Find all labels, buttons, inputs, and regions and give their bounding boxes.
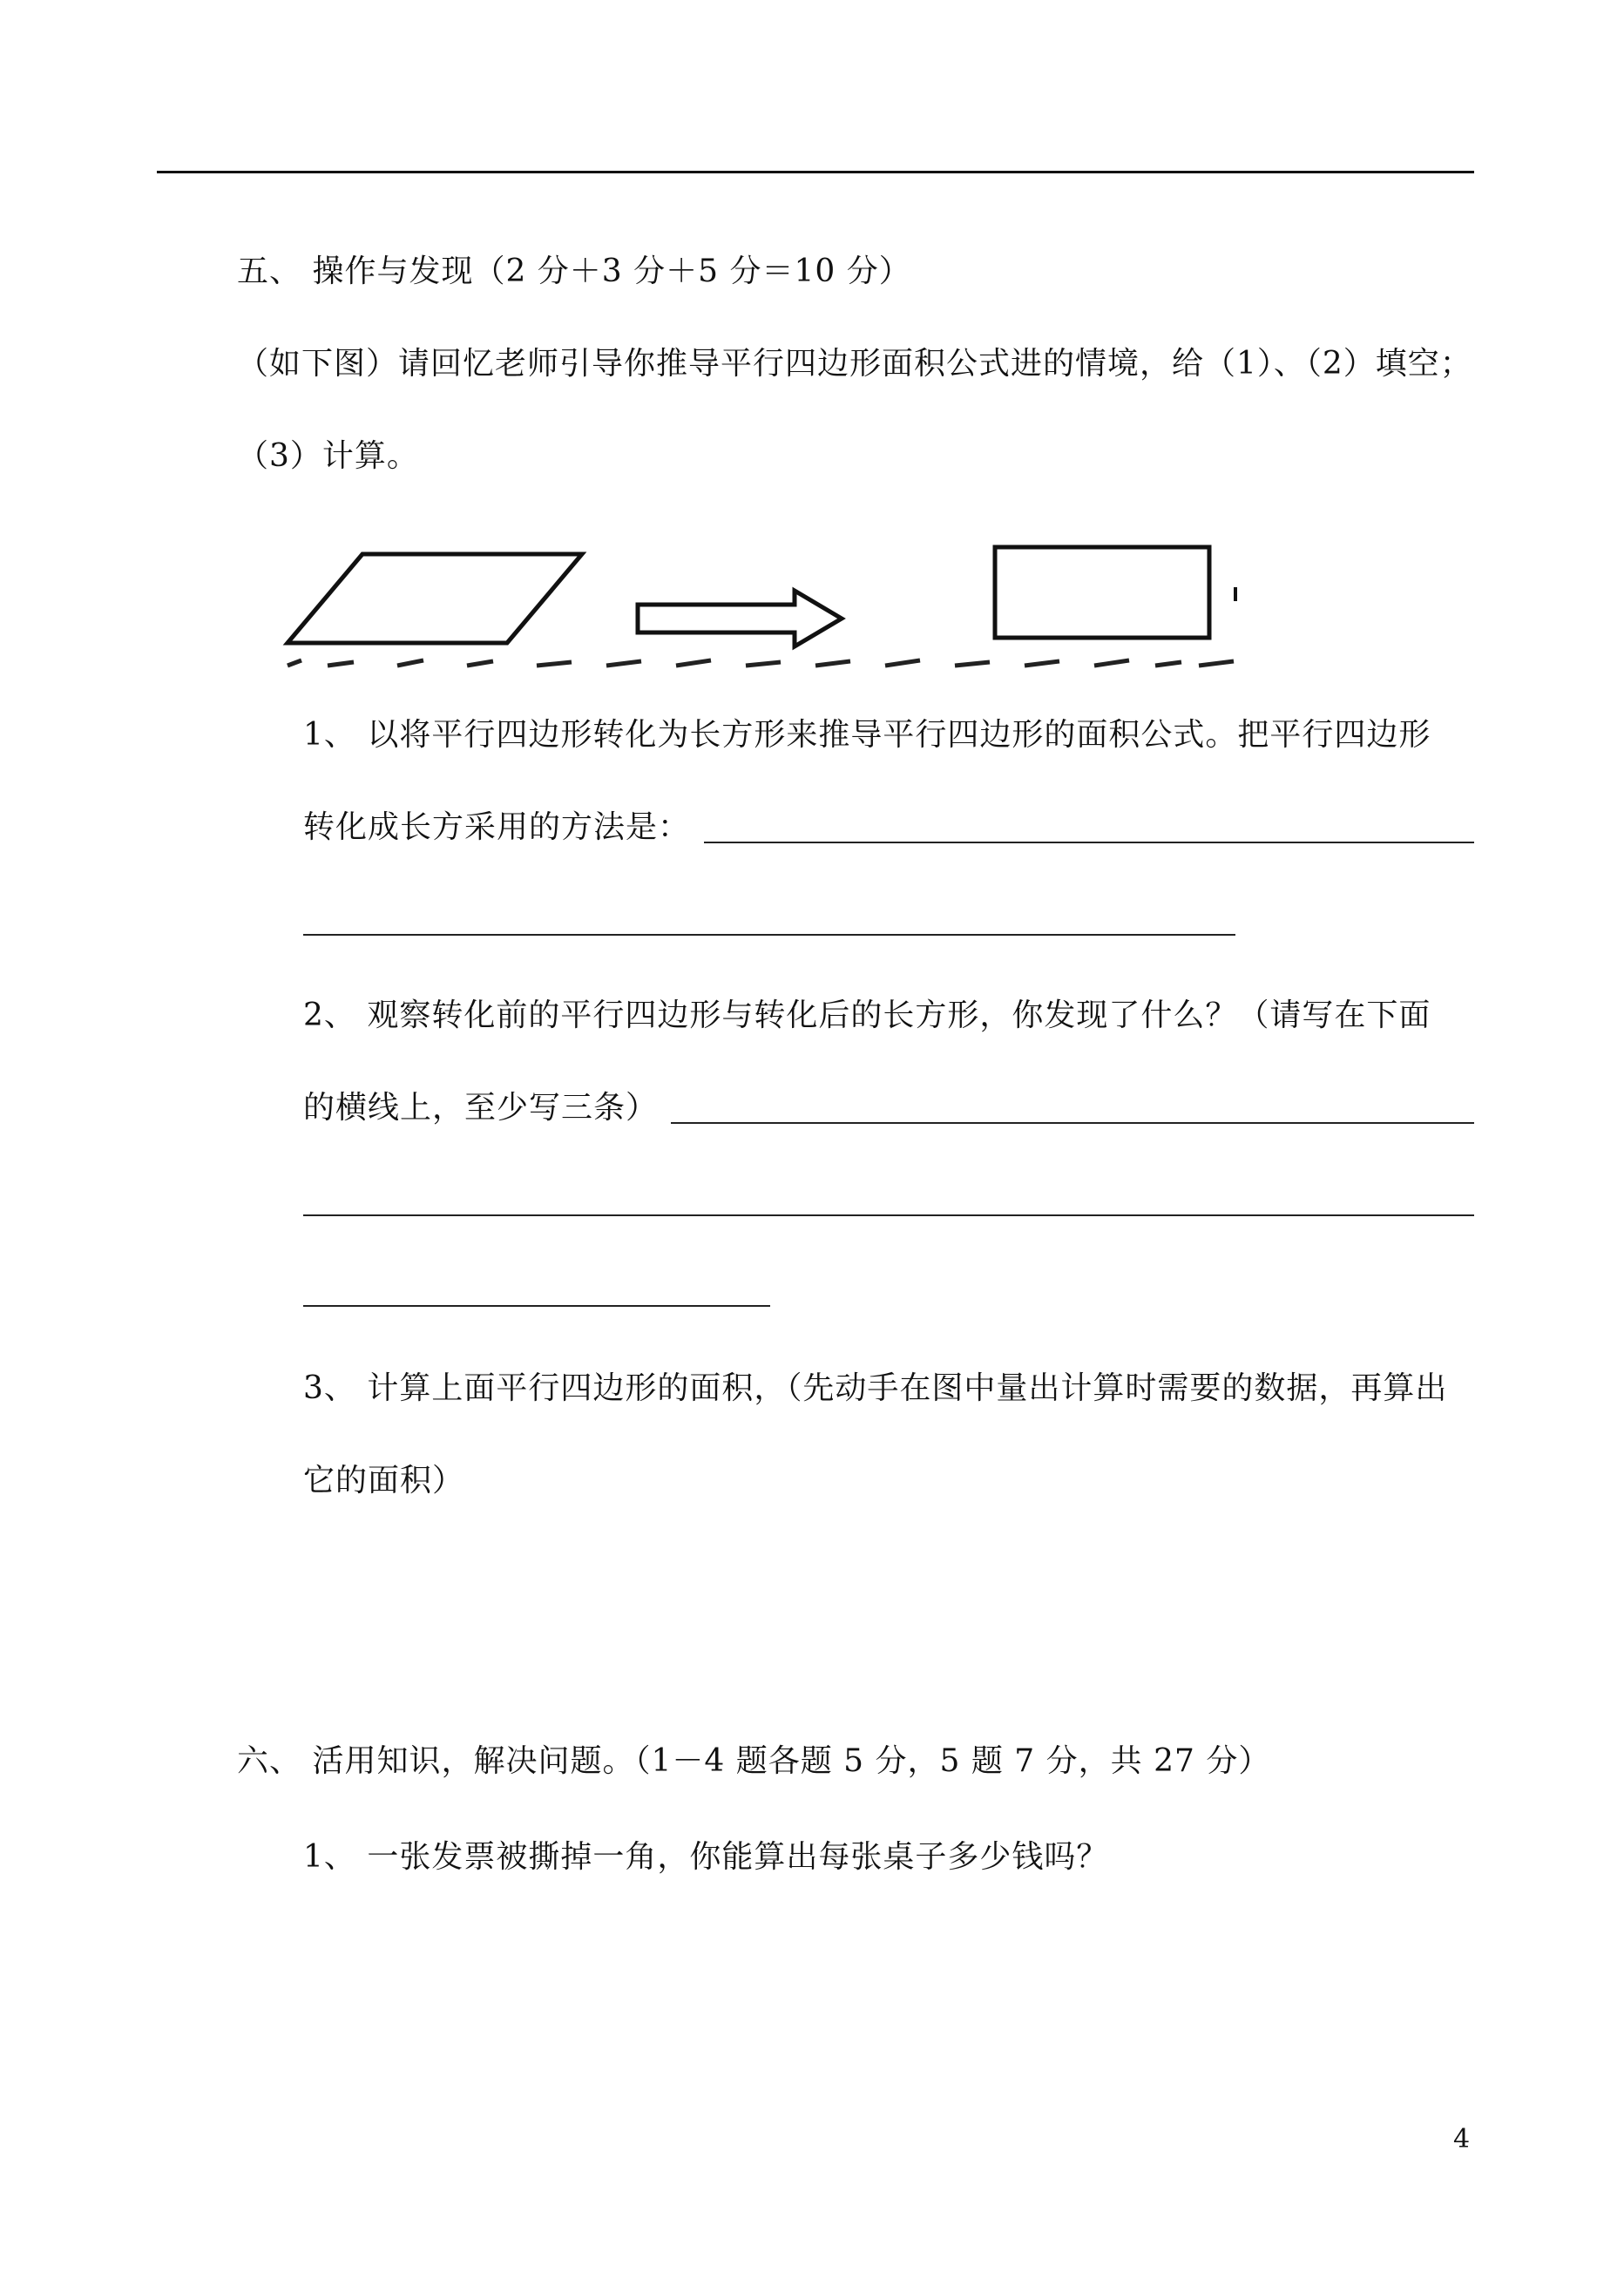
answer-line-5-2c[interactable] [303, 1305, 770, 1307]
section-5-intro-line2: （3）计算。 [237, 438, 419, 474]
question-5-2-line1: 2、 观察转化前的平行四边形与转化后的长方形，你发现了什么？（请写在下面 [303, 998, 1431, 1033]
rectangle-shape [995, 547, 1209, 638]
answer-line-5-1a[interactable] [704, 842, 1474, 843]
answer-line-5-2a[interactable] [671, 1122, 1474, 1124]
section-5-intro-line1: （如下图）请回忆老师引导你推导平行四边形面积公式进的情境，给（1）、（2）填空； [237, 346, 1472, 382]
parallelogram-to-rectangle-figure [275, 538, 1255, 669]
question-5-1-line1: 1、 以将平行四边形转化为长方形来推导平行四边形的面积公式。把平行四边形 [303, 717, 1431, 753]
section-5-heading: 五、 操作与发现（2 分＋3 分＋5 分＝10 分） [237, 254, 911, 289]
answer-line-5-1b[interactable] [303, 934, 1235, 936]
page-number: 4 [1453, 2124, 1471, 2154]
question-5-1-line2: 转化成长方采用的方法是： [303, 809, 691, 845]
parallelogram-shape [288, 554, 582, 643]
answer-line-5-2b[interactable] [303, 1214, 1474, 1216]
cut-off-text-fragment [288, 660, 1234, 666]
question-5-2-line2: 的横线上，至少写三条） [303, 1090, 659, 1126]
question-5-3-line2: 它的面积） [303, 1463, 465, 1498]
section-6-heading: 六、 活用知识，解决问题。（1－4 题各题 5 分，5 题 7 分，共 27 分） [237, 1743, 1271, 1779]
question-6-1: 1、 一张发票被撕掉一角，你能算出每张桌子多少钱吗？ [303, 1839, 1109, 1875]
arrow-right-icon [638, 591, 842, 646]
question-5-3-line1: 3、 计算上面平行四边形的面积，（先动手在图中量出计算时需要的数据，再算出 [303, 1370, 1448, 1406]
header-rule [157, 171, 1474, 173]
